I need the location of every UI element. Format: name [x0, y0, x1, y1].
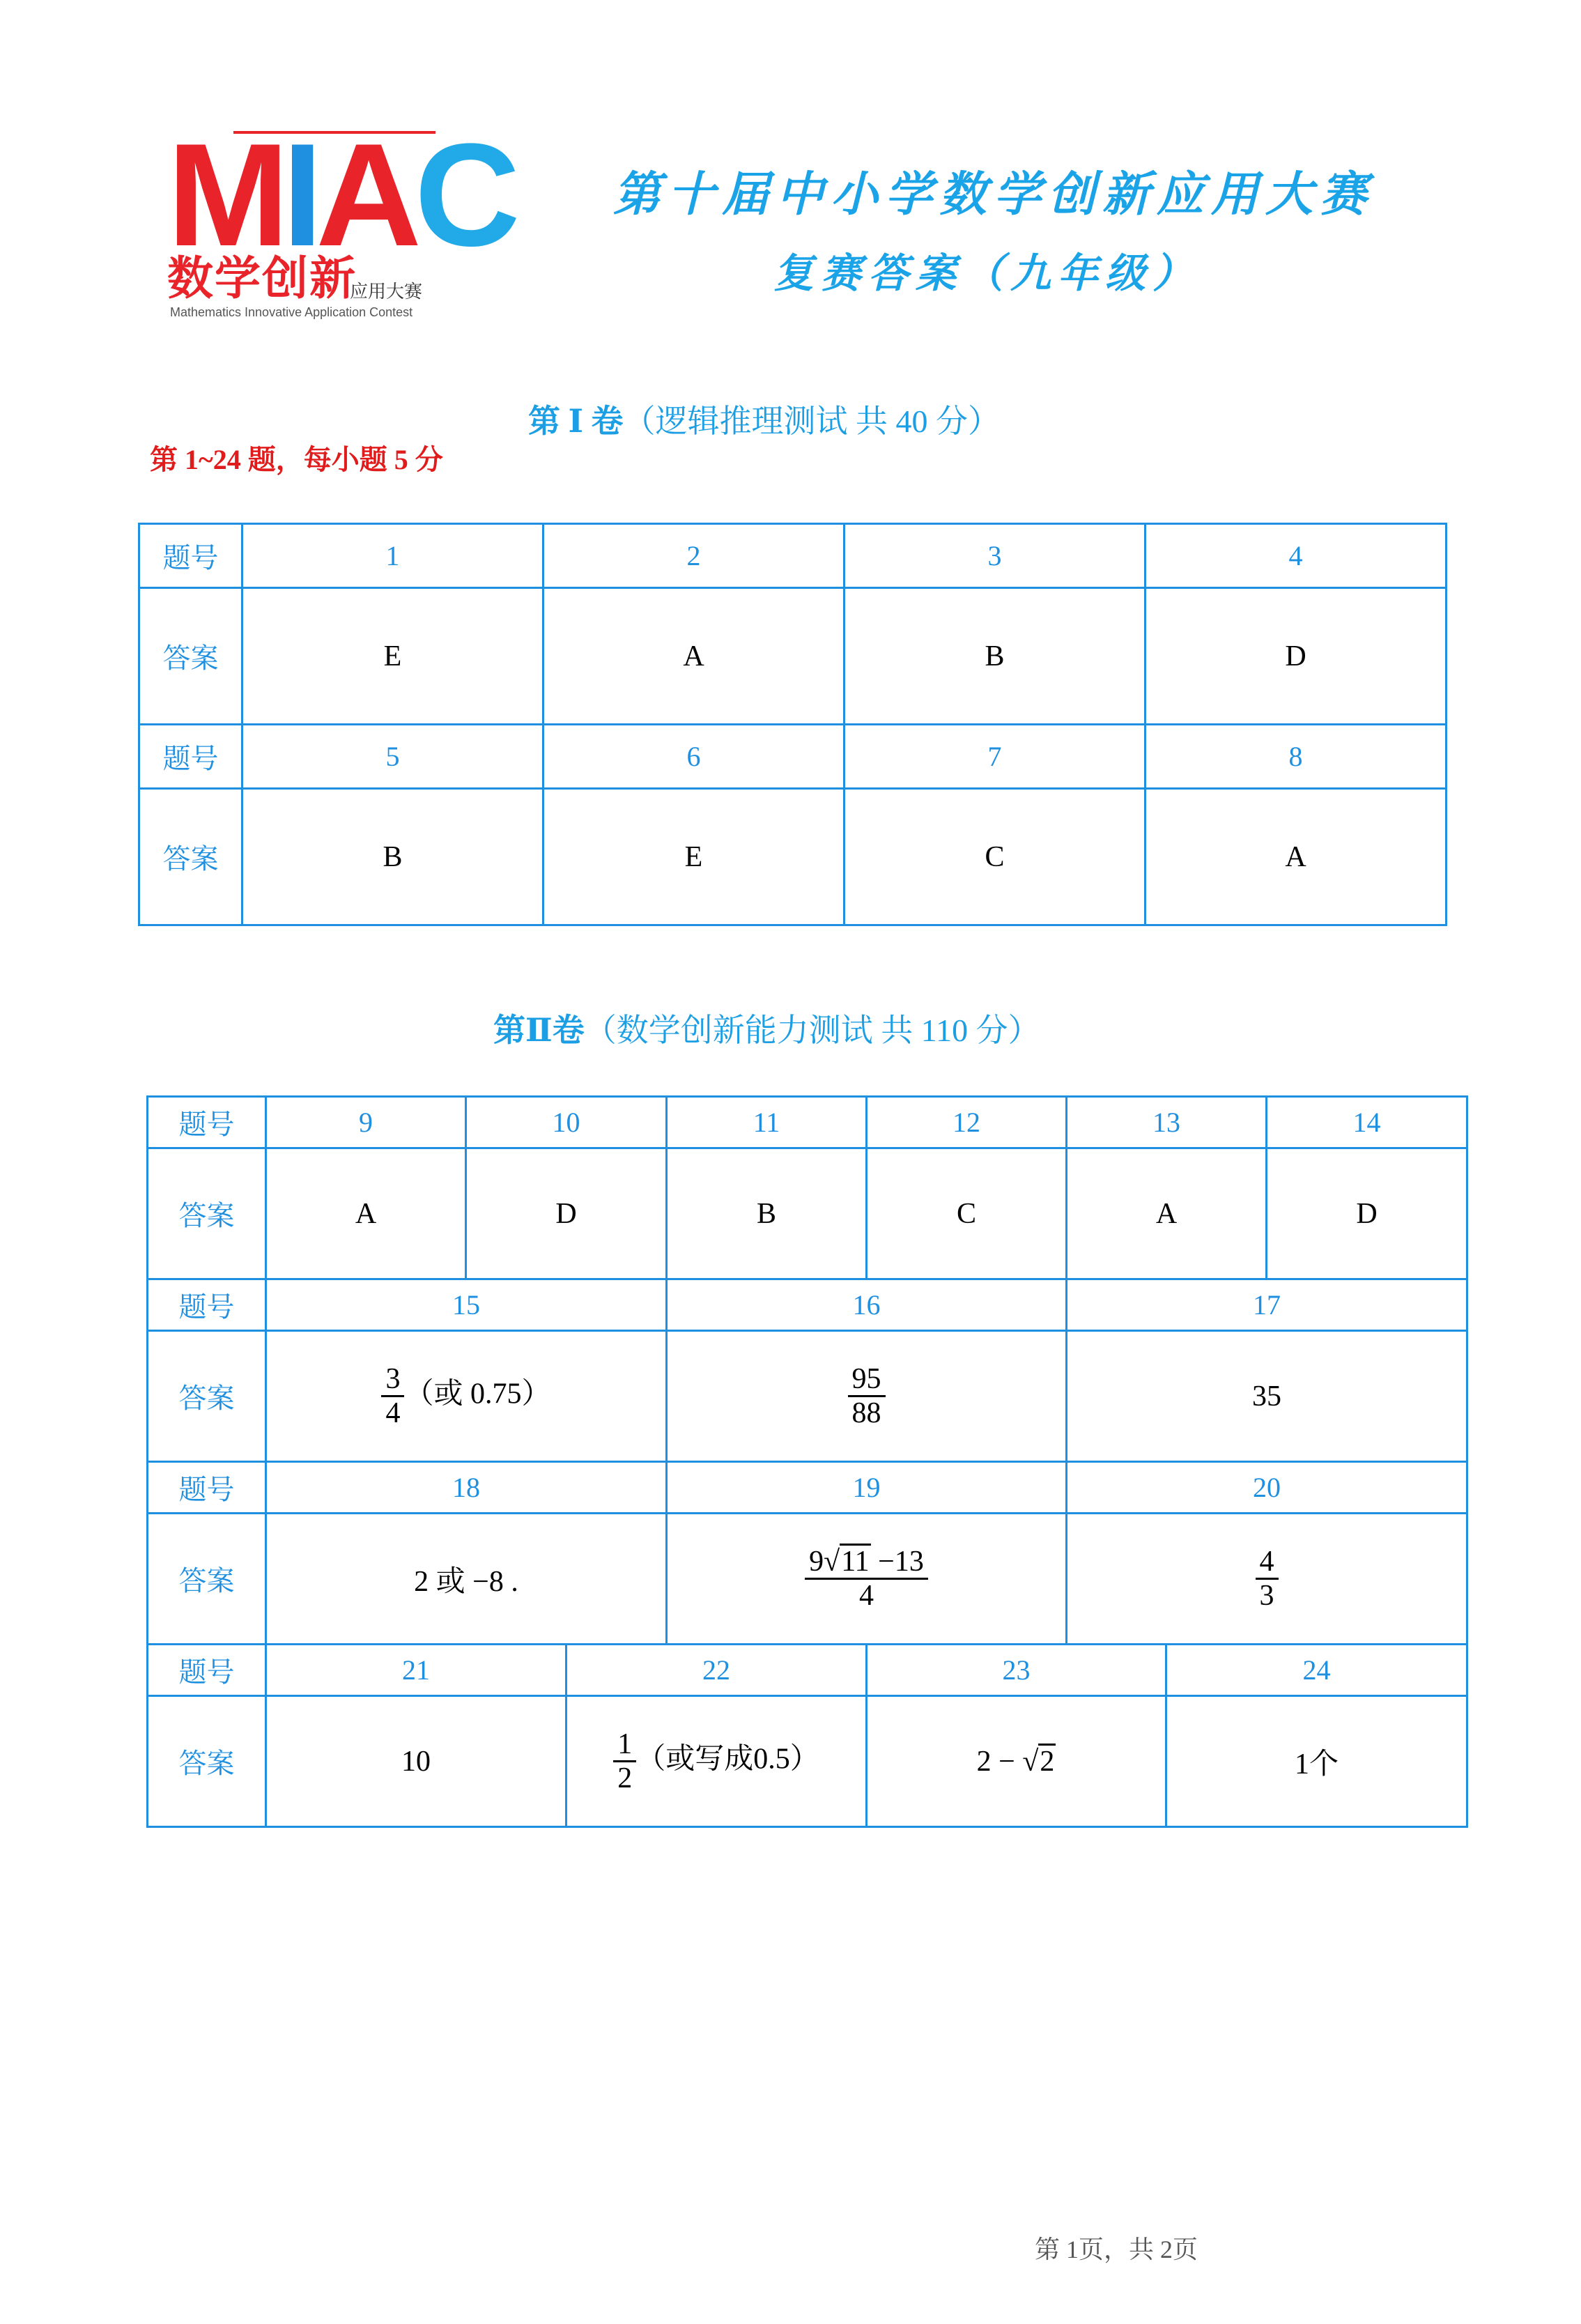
logo-letter-i: I [282, 113, 316, 277]
answer-note: （或写成0.5） [636, 1743, 819, 1776]
numerator: 3 [381, 1363, 404, 1397]
answer-cell-23: 2 − √2 [867, 1696, 1166, 1827]
logo-english: Mathematics Innovative Application Contest [170, 305, 413, 319]
answer-cell-18: 2 或 −8 . [266, 1514, 667, 1645]
table-row [139, 588, 1447, 725]
question-number: 14 [1267, 1097, 1467, 1148]
answer-cell: B [667, 1148, 867, 1279]
answer-cell: A [543, 588, 845, 725]
question-number: 18 [266, 1462, 667, 1514]
table-row [139, 524, 1447, 588]
table-row [148, 1148, 1467, 1279]
numerator: 95 [848, 1363, 886, 1397]
denominator: 2 [617, 1762, 633, 1794]
question-label: 题号 [148, 1097, 266, 1148]
question-number: 8 [1146, 725, 1447, 789]
question-number: 17 [1067, 1279, 1467, 1331]
question-number: 11 [667, 1097, 867, 1148]
question-number: 24 [1166, 1645, 1467, 1696]
answer-label: 答案 [148, 1514, 266, 1645]
answer-cell: B [242, 789, 543, 925]
fraction [381, 1363, 404, 1429]
question-number: 6 [543, 725, 845, 789]
question-number: 22 [566, 1645, 867, 1696]
page-number: 第 1页，共 2页 [1035, 2235, 1198, 2263]
logo-letters [167, 113, 514, 277]
answer-cell-22 [566, 1696, 867, 1827]
question-number: 3 [845, 524, 1146, 588]
part2-title [493, 1005, 1040, 1051]
question-number: 20 [1067, 1462, 1467, 1514]
logo-subtitle: 应用大赛 [350, 282, 423, 302]
answer-cell: A [1067, 1148, 1267, 1279]
answer-cell: C [845, 789, 1146, 925]
contest-logo [167, 113, 514, 321]
question-label: 题号 [139, 524, 242, 588]
denominator: 3 [1259, 1580, 1274, 1612]
table-row [148, 1462, 1467, 1514]
part2-answer-table [146, 1095, 1468, 1828]
page-title: 第十届中小学数学创新应用大赛 [613, 168, 1375, 221]
answer-label: 答案 [148, 1148, 266, 1279]
answer-cell: A [266, 1148, 466, 1279]
question-number: 19 [667, 1462, 1067, 1514]
answer-note: （或 0.75） [404, 1378, 551, 1410]
answer-label: 答案 [139, 789, 242, 925]
constant: 2 − [976, 1745, 1023, 1778]
question-number: 1 [242, 524, 543, 588]
question-number: 7 [845, 725, 1146, 789]
answer-label: 答案 [139, 588, 242, 725]
part2-title-main: 第Ⅱ卷 [493, 1013, 585, 1048]
logo-letter-c: C [414, 113, 514, 277]
radicand: 11 [840, 1544, 870, 1578]
answer-cell: A [1146, 789, 1447, 925]
answer-cell-17: 35 [1067, 1331, 1467, 1462]
numerator: 1 [613, 1728, 636, 1762]
question-number: 4 [1146, 524, 1447, 588]
answer-cell: D [1267, 1148, 1467, 1279]
radicand: 2 [1038, 1744, 1056, 1778]
question-number: 13 [1067, 1097, 1267, 1148]
table-row [148, 1696, 1467, 1827]
logo-letter-m: M [167, 113, 282, 277]
fraction [613, 1728, 636, 1794]
denominator: 4 [859, 1580, 874, 1612]
answer-cell: E [543, 789, 845, 925]
answer-cell: B [845, 588, 1146, 725]
question-number: 5 [242, 725, 543, 789]
logo-letter-a: A [316, 113, 415, 277]
constant: −13 [870, 1545, 924, 1578]
fraction [805, 1546, 928, 1612]
part1-answer-table [138, 523, 1447, 926]
answer-label: 答案 [148, 1696, 266, 1827]
answer-cell: E [242, 588, 543, 725]
question-number: 15 [266, 1279, 667, 1331]
part2-title-rest: （数学创新能力测试 共 110 分） [584, 1013, 1040, 1048]
answer-cell-16 [667, 1331, 1067, 1462]
numerator: 4 [1256, 1546, 1279, 1580]
answer-cell-19 [667, 1514, 1067, 1645]
answer-cell-21: 10 [266, 1696, 566, 1827]
question-number: 2 [543, 524, 845, 588]
coefficient: 9 [809, 1545, 824, 1578]
question-label: 题号 [148, 1462, 266, 1514]
logo-chinese: 数学创新 [167, 252, 357, 305]
question-number: 16 [667, 1279, 1067, 1331]
table-row [148, 1645, 1467, 1696]
table-row [148, 1097, 1467, 1148]
part1-title [528, 396, 1000, 442]
answer-cell-20 [1067, 1514, 1467, 1645]
page-subtitle: 复赛答案（九年级） [773, 251, 1201, 296]
part1-title-rest: （逻辑推理测试 共 40 分） [623, 403, 1001, 439]
answer-cell: D [1146, 588, 1447, 725]
table-row [148, 1514, 1467, 1645]
question-number: 12 [867, 1097, 1067, 1148]
question-number: 9 [266, 1097, 466, 1148]
fraction [848, 1363, 886, 1429]
question-number: 21 [266, 1645, 566, 1696]
table-row [139, 725, 1447, 789]
question-number: 23 [867, 1645, 1166, 1696]
denominator: 4 [385, 1397, 401, 1429]
denominator: 88 [851, 1397, 881, 1429]
question-label: 题号 [139, 725, 242, 789]
answer-label: 答案 [148, 1331, 266, 1462]
question-label: 题号 [148, 1279, 266, 1331]
part1-title-main: 第 Ⅰ 卷 [528, 403, 624, 439]
table-row [148, 1279, 1467, 1331]
answer-cell-24: 1个 [1166, 1696, 1467, 1827]
scoring-note: 第 1~24 题，每小题 5 分 [150, 444, 443, 475]
answer-cell: C [867, 1148, 1067, 1279]
answer-cell: D [466, 1148, 667, 1279]
table-row [148, 1331, 1467, 1462]
answer-cell-15 [266, 1331, 667, 1462]
table-row [139, 789, 1447, 925]
question-number: 10 [466, 1097, 667, 1148]
numerator: 9√11 −13 [805, 1546, 928, 1580]
fraction [1256, 1546, 1279, 1612]
question-label: 题号 [148, 1645, 266, 1696]
